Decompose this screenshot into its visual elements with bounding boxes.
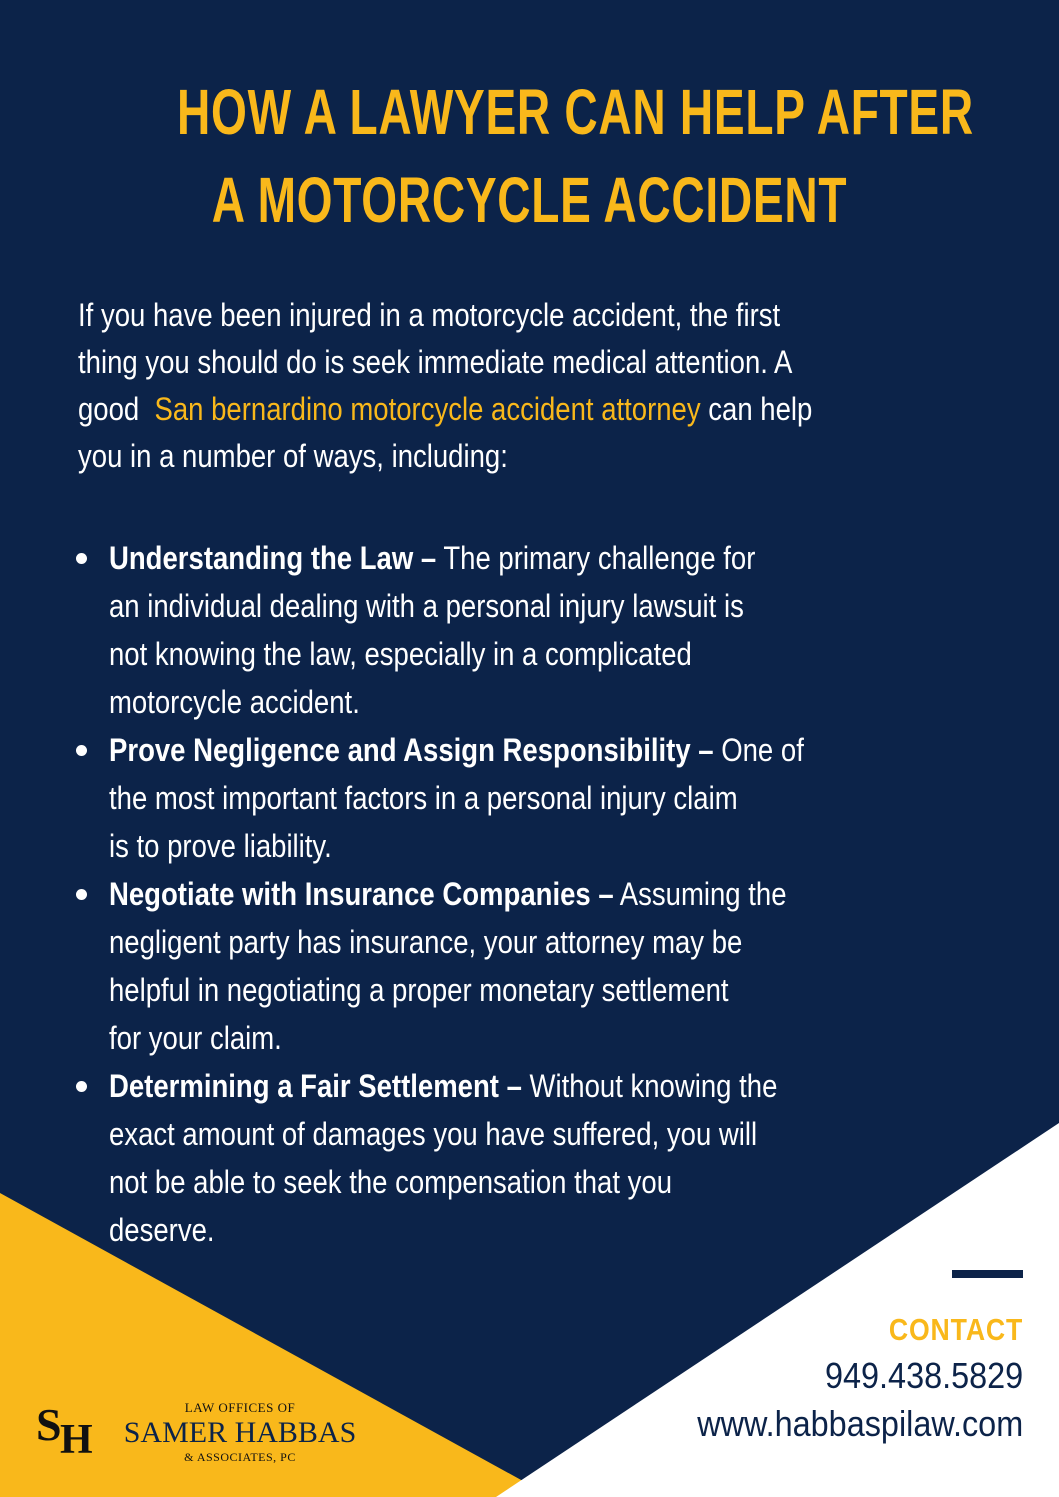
list-item-heading: Determining a Fair Settlement –	[109, 1068, 522, 1104]
intro-line-4: you in a number of ways, including:	[78, 438, 508, 474]
intro-good-text: good	[78, 391, 140, 427]
bullet-dot-icon	[76, 745, 87, 756]
sh-monogram-icon: S H	[36, 1399, 93, 1463]
attorney-link[interactable]: San bernardino motorcycle accident attorney	[154, 391, 701, 427]
help-list	[70, 534, 970, 1254]
logo-firm-name: SAMER HABBAS	[123, 1416, 357, 1449]
list-item-text: not knowing the law, especially in a complicated	[109, 636, 692, 672]
intro-line-2: thing you should do is seek immediate medical attention. A	[78, 344, 793, 380]
contact-divider	[952, 1270, 1023, 1278]
list-item-text: for your claim.	[109, 1020, 282, 1056]
logo-bottom-line: & ASSOCIATES, PC	[184, 1450, 296, 1464]
title-line-1: HOW A LAWYER CAN HELP AFTER	[177, 76, 974, 148]
title-line-2: A MOTORCYCLE ACCIDENT	[211, 164, 848, 236]
bullet-dot-icon	[76, 553, 87, 564]
list-item	[70, 534, 970, 726]
list-item	[70, 726, 970, 870]
list-item-text: an individual dealing with a personal injury lawsuit is	[109, 588, 744, 624]
intro-line-1: If you have been injured in a motorcycle accident, the first	[78, 297, 781, 333]
bullet-dot-icon	[76, 889, 87, 900]
list-item-text: negligent party has insurance, your attorney may be	[109, 924, 743, 960]
list-item-text: deserve.	[109, 1212, 215, 1248]
contact-block	[661, 1308, 1023, 1448]
contact-label: CONTACT	[888, 1312, 1023, 1347]
list-item	[70, 870, 970, 1062]
firm-logo	[36, 1400, 376, 1470]
contact-website[interactable]: www.habbaspilaw.com	[697, 1403, 1023, 1444]
list-item	[70, 1062, 970, 1254]
page-title	[40, 68, 1019, 244]
list-item-text: The primary challenge for	[443, 540, 756, 576]
intro-paragraph	[78, 292, 1018, 480]
list-item-text: One of	[721, 732, 804, 768]
bullet-dot-icon	[76, 1081, 87, 1092]
list-item-text: Assuming the	[619, 876, 787, 912]
list-item-text: helpful in negotiating a proper monetary settlement	[109, 972, 729, 1008]
list-item-heading: Negotiate with Insurance Companies –	[109, 876, 614, 912]
list-item-text: Without knowing the	[529, 1068, 778, 1104]
list-item-text: is to prove liability.	[109, 828, 332, 864]
intro-line-3	[78, 386, 812, 433]
list-item-text: exact amount of damages you have suffered, you will	[109, 1116, 758, 1152]
list-item-heading: Prove Negligence and Assign Responsibility –	[109, 732, 714, 768]
intro-can-help-text: can help	[708, 391, 813, 427]
logo-wordmark	[104, 1400, 376, 1464]
contact-phone[interactable]: 949.438.5829	[824, 1355, 1023, 1396]
list-item-heading: Understanding the Law –	[109, 540, 437, 576]
list-item-text: the most important factors in a personal injury claim	[109, 780, 738, 816]
list-item-text: not be able to seek the compensation that you	[109, 1164, 673, 1200]
list-item-text: motorcycle accident.	[109, 684, 360, 720]
logo-top-line: LAW OFFICES OF	[184, 1400, 296, 1415]
